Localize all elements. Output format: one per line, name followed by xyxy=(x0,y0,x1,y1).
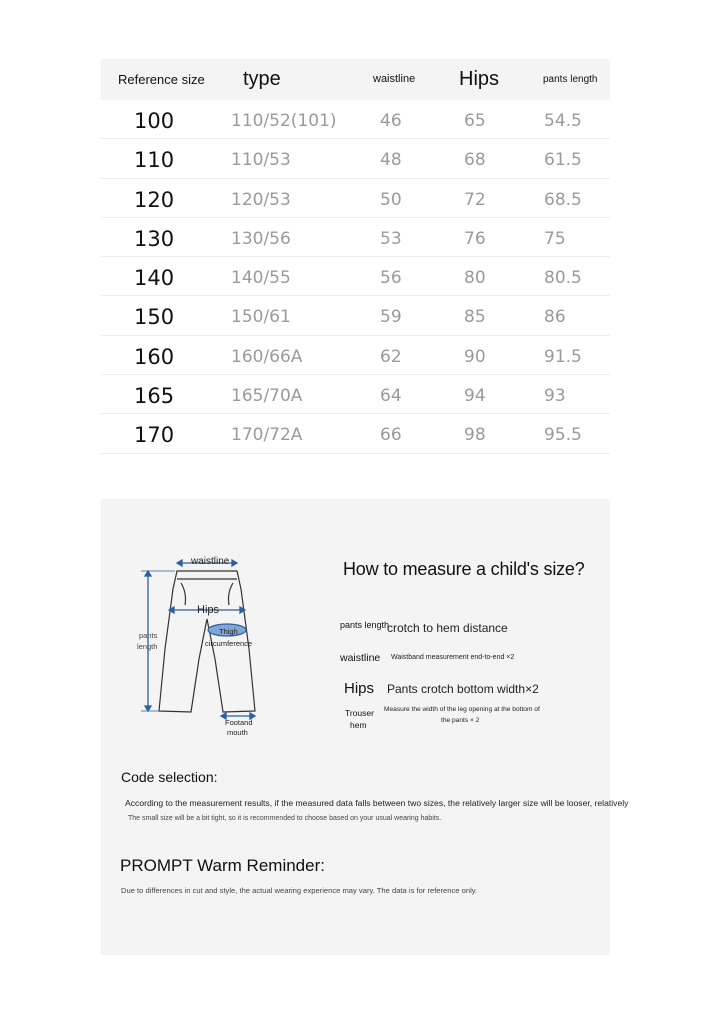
waistline-cell: 50 xyxy=(380,189,402,210)
diagram-pants-length-label-1: pants xyxy=(139,631,158,640)
measure-label-1: Trouser xyxy=(345,708,374,718)
hips-cell: 76 xyxy=(464,228,486,249)
measure-label: Hips xyxy=(344,680,375,697)
table-row xyxy=(101,179,610,218)
table-row xyxy=(101,296,610,335)
measurement-guide-panel xyxy=(101,499,629,955)
header-hips: Hips xyxy=(459,68,500,90)
measure-desc: Waistband measurement end-to-end ×2 xyxy=(391,654,515,661)
waistline-cell: 56 xyxy=(380,268,402,289)
diagram-foot-label-2: mouth xyxy=(227,728,248,737)
pants-length-cell: 80.5 xyxy=(544,268,582,289)
type-cell: 130/56 xyxy=(231,228,291,249)
table-row xyxy=(101,257,610,296)
table-body xyxy=(101,100,610,454)
size-cell: 120 xyxy=(134,187,175,212)
table-row xyxy=(101,100,610,139)
pants-length-cell: 54.5 xyxy=(544,111,582,131)
measure-desc-2: the pants × 2 xyxy=(441,717,480,724)
diagram-thigh-label-1: Thigh xyxy=(219,627,238,636)
diagram-hips-label: Hips xyxy=(197,604,220,616)
pants-length-cell: 93 xyxy=(544,386,566,407)
hips-cell: 65 xyxy=(464,111,486,131)
size-cell: 110 xyxy=(134,148,175,173)
measure-label: pants length xyxy=(340,620,390,630)
size-cell: 130 xyxy=(134,226,175,251)
waistline-cell: 62 xyxy=(380,346,402,367)
measure-label-2: hem xyxy=(350,720,367,730)
waistline-cell: 59 xyxy=(380,307,402,328)
diagram-foot-label-1: Footand xyxy=(225,718,253,727)
size-cell: 140 xyxy=(134,266,175,291)
type-cell: 140/55 xyxy=(231,268,291,289)
diagram-pants-length-label-2: length xyxy=(137,642,158,651)
header-pants-length: pants length xyxy=(543,74,598,85)
type-cell: 110/52(101) xyxy=(231,111,337,131)
code-selection-title: Code selection: xyxy=(121,769,218,785)
header-waistline: waistline xyxy=(373,73,416,85)
header-reference-size: Reference size xyxy=(118,72,205,87)
waistline-cell: 46 xyxy=(380,111,402,131)
waistline-cell: 64 xyxy=(380,386,402,407)
warm-reminder-title: PROMPT Warm Reminder: xyxy=(120,856,325,875)
size-cell: 150 xyxy=(134,305,175,330)
pants-diagram xyxy=(131,549,271,749)
pants-length-cell: 75 xyxy=(544,228,566,249)
hips-cell: 80 xyxy=(464,268,486,289)
how-to-measure-title: How to measure a child's size? xyxy=(343,559,585,579)
table-row xyxy=(101,218,610,257)
measure-desc: crotch to hem distance xyxy=(387,621,508,635)
table-row xyxy=(101,139,610,178)
pants-length-cell: 86 xyxy=(544,307,566,328)
hips-cell: 85 xyxy=(464,307,486,328)
type-cell: 165/70A xyxy=(231,386,303,407)
pants-length-cell: 61.5 xyxy=(544,150,582,171)
hips-cell: 90 xyxy=(464,346,486,367)
hips-cell: 68 xyxy=(464,150,486,171)
waistline-cell: 48 xyxy=(380,150,402,171)
size-chart-table xyxy=(101,59,610,454)
pants-length-cell: 68.5 xyxy=(544,189,582,210)
code-selection-text-1: According to the measurement results, if the measured data falls between two sizes, the relatively larger size will be looser, relatively xyxy=(125,798,629,808)
size-cell: 100 xyxy=(134,109,175,133)
type-cell: 160/66A xyxy=(231,346,303,367)
pants-length-cell: 91.5 xyxy=(544,346,582,367)
type-cell: 150/61 xyxy=(231,307,291,328)
code-selection-text-2: The small size will be a bit tight, so it is recommended to choose based on your usual wearing habits. xyxy=(128,815,442,822)
measure-label: waistline xyxy=(340,652,381,664)
diagram-waistline-label: waistline xyxy=(191,556,230,567)
hips-cell: 94 xyxy=(464,386,486,407)
waistline-cell: 53 xyxy=(380,228,402,249)
table-header xyxy=(101,59,610,100)
type-cell: 170/72A xyxy=(231,425,303,446)
table-row xyxy=(101,375,610,414)
measure-desc: Pants crotch bottom width×2 xyxy=(387,682,539,696)
warm-reminder-text: Due to differences in cut and style, the actual wearing experience may vary. The data is for reference only. xyxy=(121,886,478,895)
size-cell: 165 xyxy=(134,384,175,409)
hips-cell: 72 xyxy=(464,189,486,210)
type-cell: 120/53 xyxy=(231,189,291,210)
table-row xyxy=(101,414,610,453)
pants-length-cell: 95.5 xyxy=(544,425,582,446)
measure-desc-1: Measure the width of the leg opening at the bottom of xyxy=(384,706,540,713)
size-cell: 160 xyxy=(134,344,175,369)
type-cell: 110/53 xyxy=(231,150,291,171)
table-row xyxy=(101,336,610,375)
size-cell: 170 xyxy=(134,423,175,448)
diagram-thigh-label-2: circumference xyxy=(205,639,253,648)
header-type: type xyxy=(243,68,281,90)
hips-cell: 98 xyxy=(464,425,486,446)
waistline-cell: 66 xyxy=(380,425,402,446)
